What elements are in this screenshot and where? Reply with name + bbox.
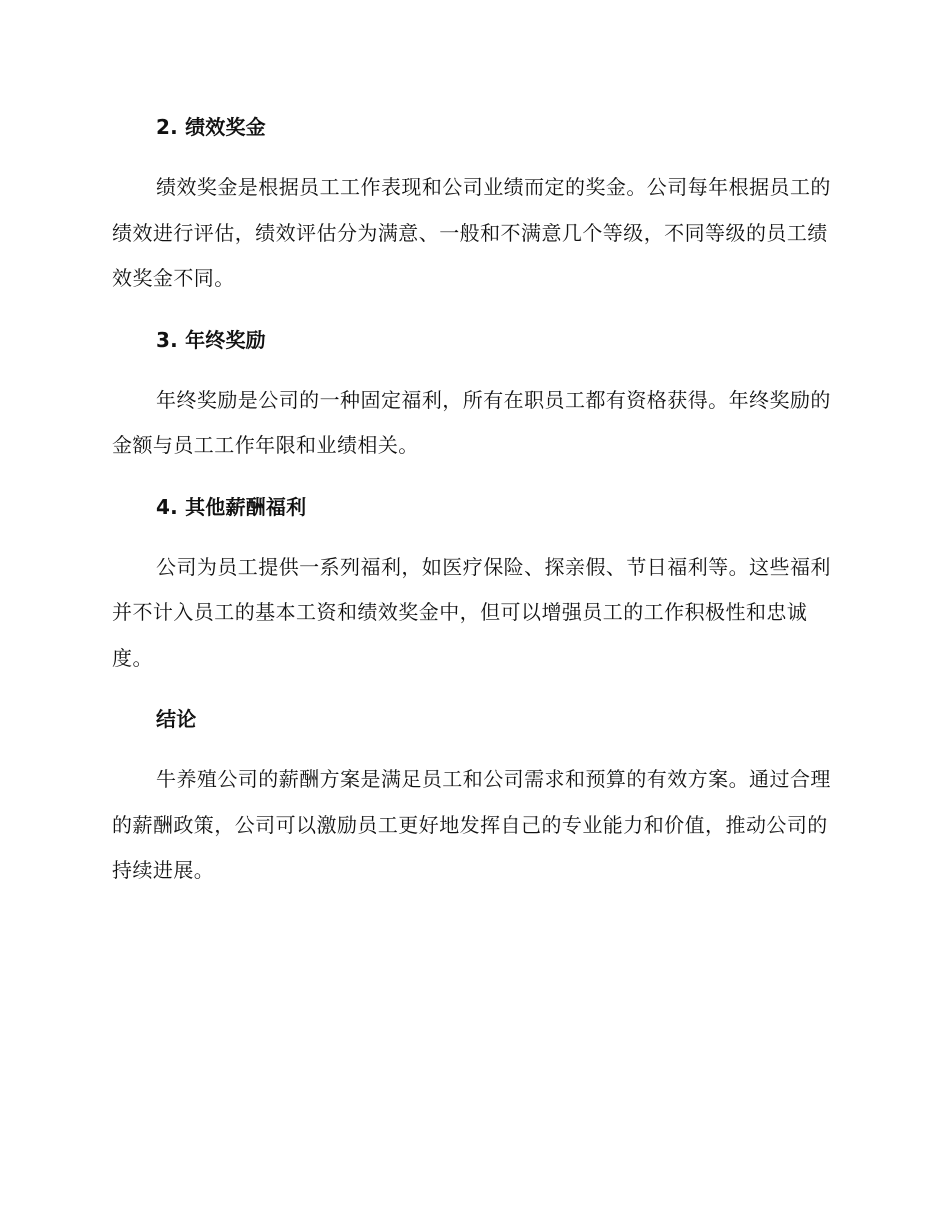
- section-paragraph-other-benefits: 公司为员工提供一系列福利，如医疗保险、探亲假、节日福利等。这些福利并不计入员工的基本工资和绩效奖金中，但可以增强员工的工作积极性和忠诚度。: [112, 554, 831, 670]
- section-heading-year-end-award: 3. 年终奖励: [156, 327, 266, 352]
- section-heading-performance-bonus: 2. 绩效奖金: [156, 115, 266, 139]
- document-body: [112, 112, 836, 894]
- section-paragraph-conclusion: 牛养殖公司的薪酬方案是满足员工和公司需求和预算的有效方案。通过合理的薪酬政策，公司可以激励员工更好地发挥自己的专业能力和价值，推动公司的持续进展。: [112, 767, 831, 882]
- section-heading-conclusion: 结论: [156, 707, 197, 731]
- section-paragraph-performance-bonus: 绩效奖金是根据员工工作表现和公司业绩而定的奖金。公司每年根据员工的绩效进行评估，绩效评估分为满意、一般和不满意几个等级，不同等级的员工绩效奖金不同。: [112, 175, 831, 290]
- section-paragraph-year-end-award: 年终奖励是公司的一种固定福利，所有在职员工都有资格获得。年终奖励的金额与员工工作年限和业绩相关。: [112, 387, 831, 457]
- section-heading-other-benefits: 4. 其他薪酬福利: [156, 494, 307, 519]
